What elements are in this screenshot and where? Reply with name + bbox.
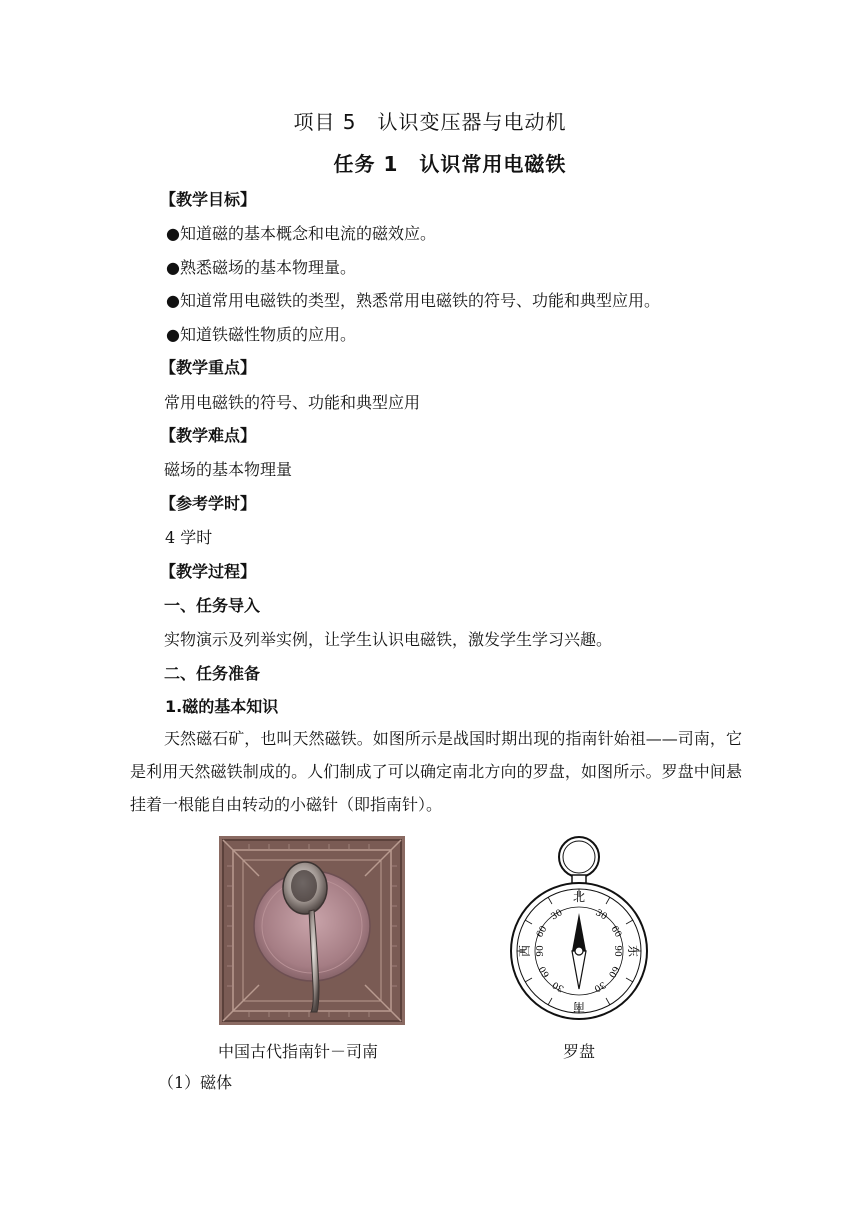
project-title: 项目 5 认识变压器与电动机 [293, 110, 567, 134]
compass-north-label: 北 [572, 890, 586, 904]
compass-tick-label: 90 [612, 945, 622, 957]
sinan-caption: 中国古代指南针－司南 [218, 1042, 379, 1061]
key-points-text: 常用电磁铁的符号、功能和典型应用 [164, 393, 421, 412]
hours-text: 4 学时 [165, 528, 213, 547]
objective-item: ●熟悉磁场的基本物理量。 [166, 258, 356, 277]
process-heading: 【教学过程】 [160, 562, 257, 581]
compass-tick-label: 30 [551, 978, 566, 994]
compass-tick-label: 30 [592, 978, 607, 994]
section-heading: 一、任务导入 [164, 596, 261, 615]
compass-tick-label: 60 [605, 964, 621, 979]
objective-item: ●知道铁磁性物质的应用。 [166, 325, 356, 344]
compass-caption: 罗盘 [563, 1042, 596, 1061]
compass-tick-label: 30 [549, 908, 565, 923]
compass-image [506, 833, 652, 1021]
subsection-heading: 1.磁的基本知识 [165, 697, 279, 716]
difficulties-text: 磁场的基本物理量 [164, 460, 293, 479]
compass-east-label: 东 [626, 944, 640, 958]
body-paragraph: 天然磁石矿，也叫天然磁铁。如图所示是战国时期出现的指南针始祖——司南，它是利用天然磁铁制成的。人们制成了可以确定南北方向的罗盘，如图所示。罗盘中间悬挂着一根能自由转动的小磁针（即指南针）。 [130, 729, 742, 814]
compass-tick-label: 60 [537, 964, 553, 979]
list-item-magnet: （1）磁体 [158, 1073, 233, 1092]
compass-tick-label: 60 [608, 924, 623, 940]
hours-heading: 【参考学时】 [160, 494, 257, 513]
key-points-heading: 【教学重点】 [160, 358, 257, 377]
compass-tick-label: 30 [593, 908, 609, 923]
task-title: 任务 1 认识常用电磁铁 [333, 152, 567, 176]
sinan-image [219, 836, 405, 1025]
compass-tick-label: 60 [535, 924, 550, 940]
objectives-heading: 【教学目标】 [160, 190, 257, 209]
section-heading: 二、任务准备 [164, 664, 261, 683]
difficulties-heading: 【教学难点】 [160, 426, 257, 445]
compass-west-label: 西 [518, 944, 532, 958]
section-text: 实物演示及列举实例，让学生认识电磁铁，激发学生学习兴趣。 [164, 630, 613, 649]
objective-item: ●知道磁的基本概念和电流的磁效应。 [166, 224, 436, 243]
compass-tick-label: 90 [536, 945, 546, 957]
compass-south-label: 南 [572, 1000, 586, 1014]
objective-item: ●知道常用电磁铁的类型，熟悉常用电磁铁的符号、功能和典型应用。 [166, 291, 660, 310]
